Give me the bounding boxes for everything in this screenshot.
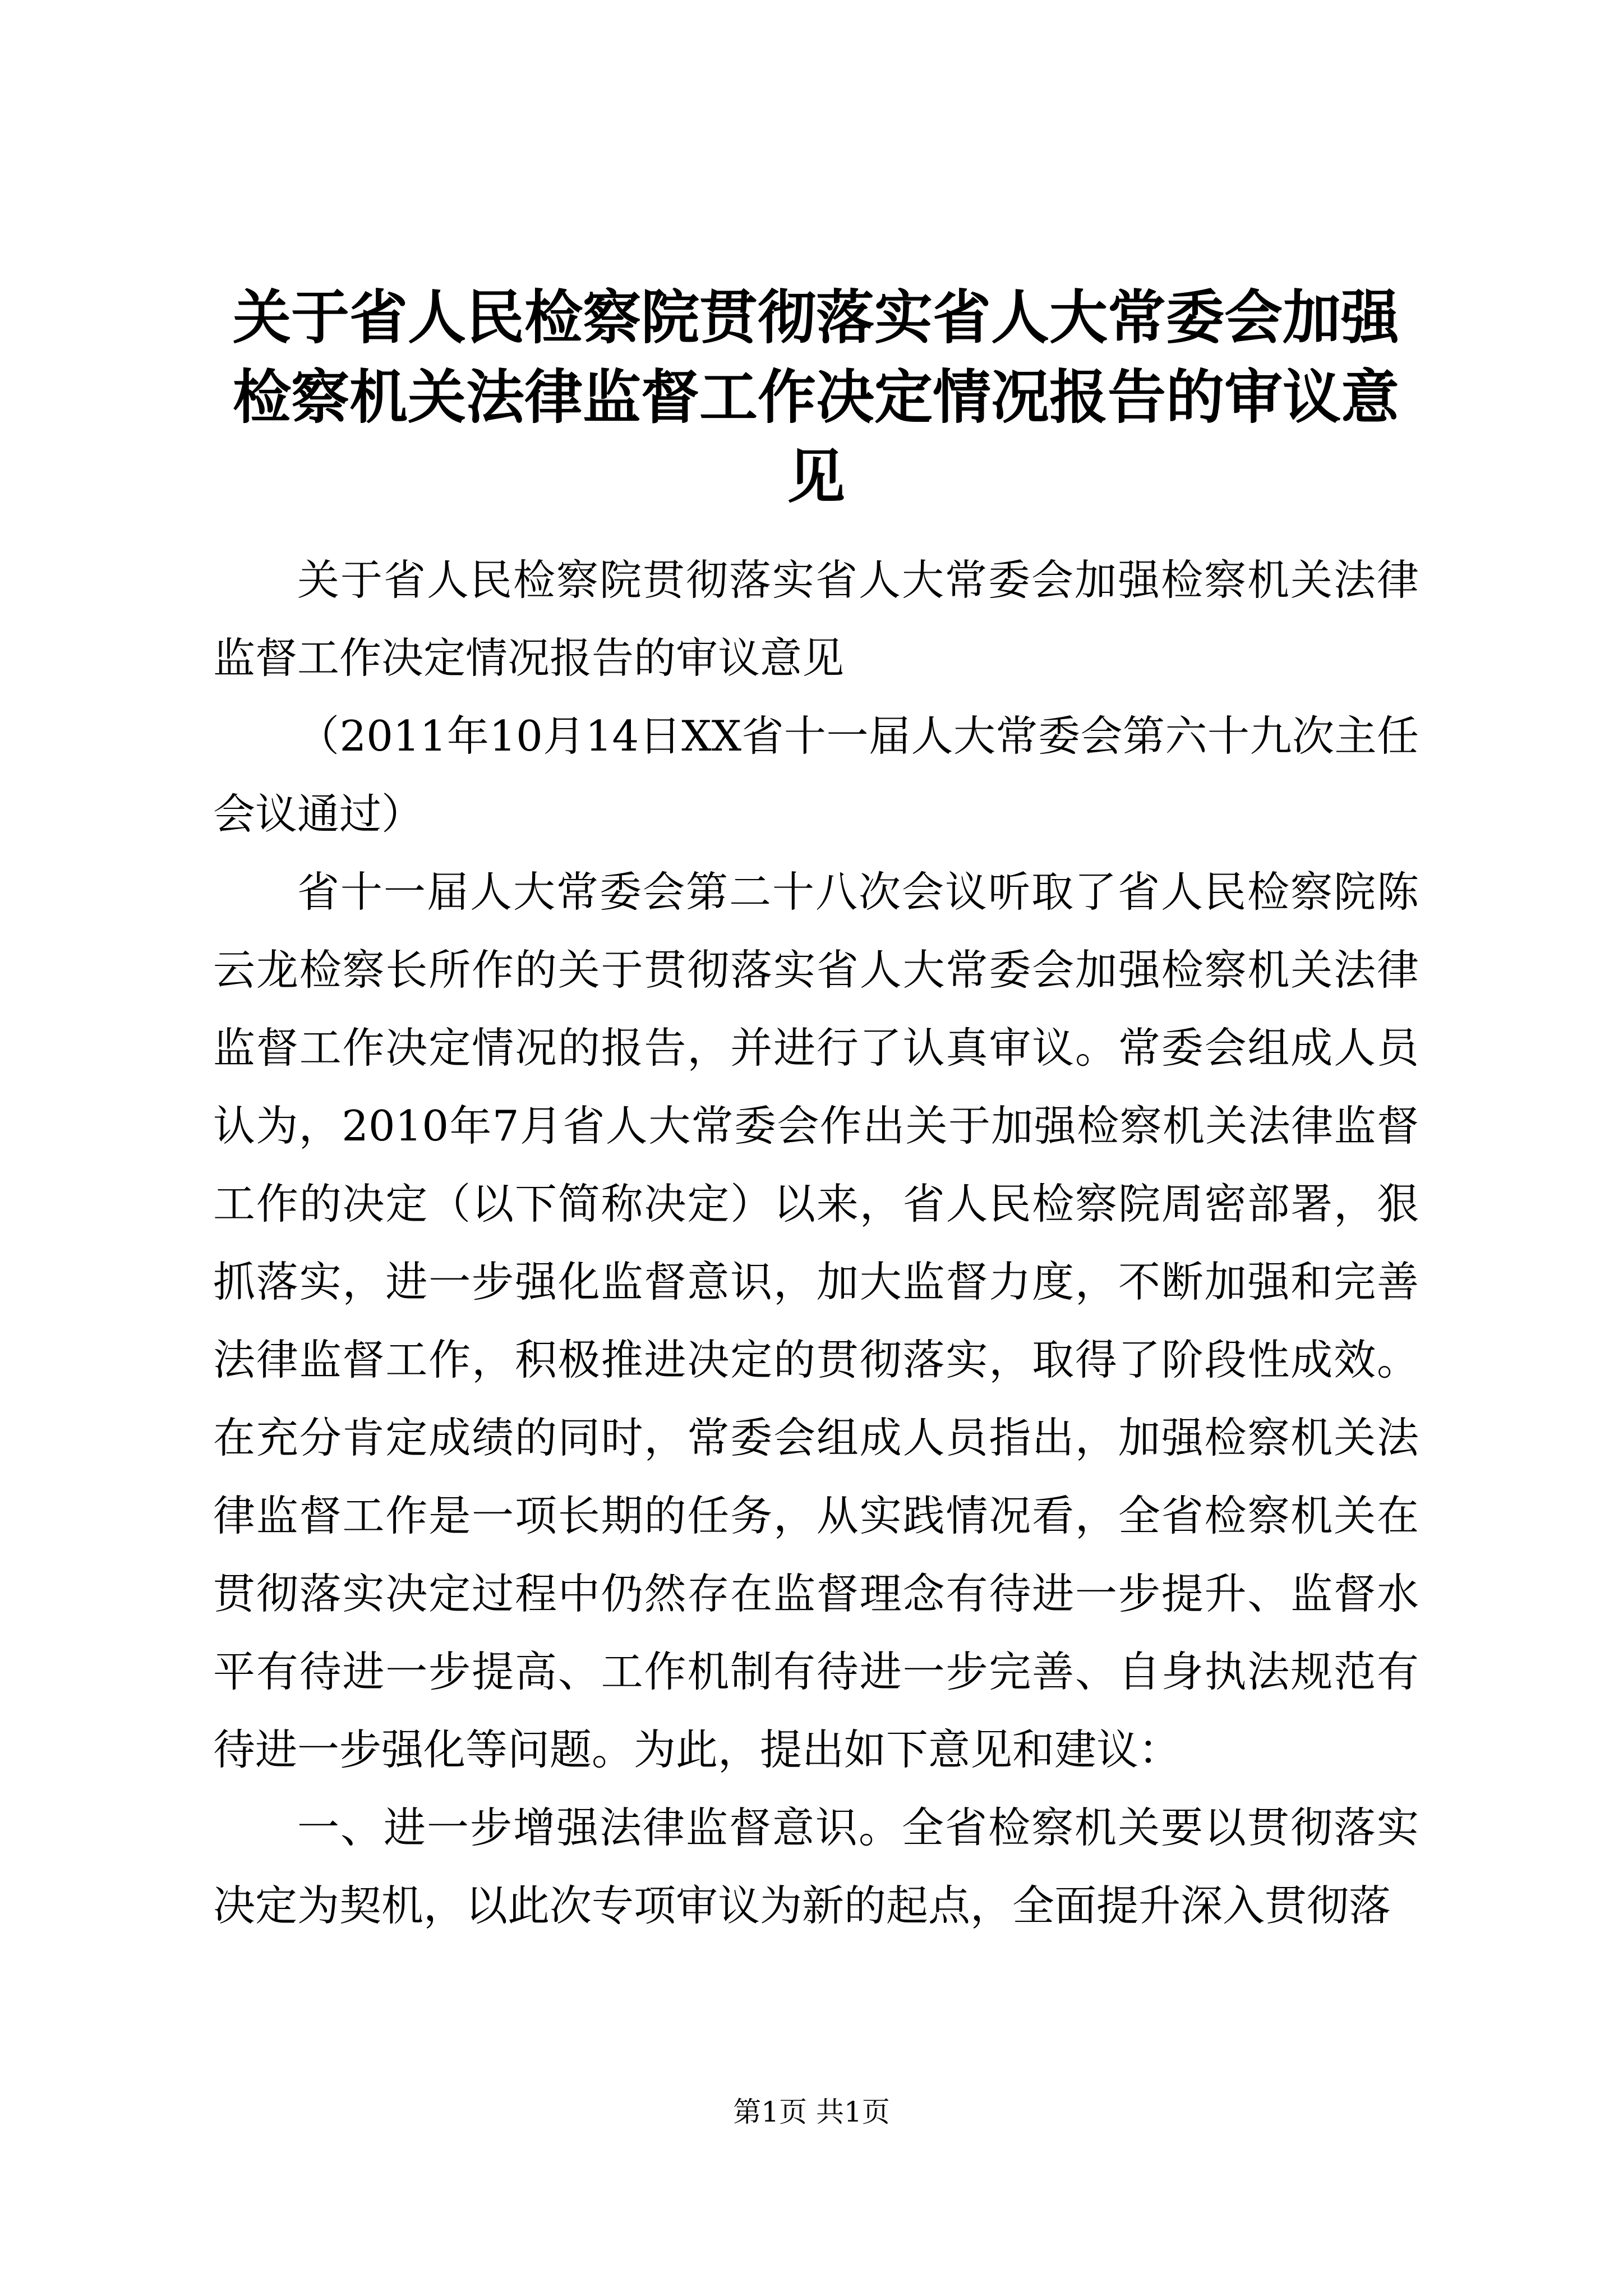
paragraph-date-note: （2011年10月14日XX省十一届人大常委会第六十九次主任会议通过）: [213, 711, 1419, 839]
paragraph-subtitle: 关于省人民检察院贯彻落实省人大常委会加强检察机关法律监督工作决定情况报告的审议意见: [213, 555, 1419, 683]
paragraph-main: 省十一届人大常委会第二十八次会议听取了省人民检察院陈云龙检察长所作的关于贯彻落实省人大常委会加强检察机关法律监督工作决定情况的报告，并进行了认真审议。常委会组成人员认为，2010年7月省人大常委会作出关于加强检察机关法律监督工作的决定（以下简称决定）以来，省人民检察院周密部署，狠抓落实，进一步强化监督意识，加大监督力度，不断加强和完善法律监督工作，积极推进决定的贯彻落实，取得了阶段性成效。在充分肯定成绩的同时，常委会组成人员指出，加强检察机关法律监督工作是一项长期的任务，从实践情况看，全省检察机关在贯彻落实决定过程中仍然存在监督理念有待进一步提升、监督水平有待进一步提高、工作机制有待进一步完善、自身执法规范有待进一步强化等问题。为此，提出如下意见和建议：: [213, 867, 1419, 1774]
paragraph-point-one: 一、进一步增强法律监督意识。全省检察机关要以贯彻落实决定为契机，以此次专项审议为新的起点，全面提升深入贯彻落: [213, 1803, 1419, 1930]
document-body: [213, 541, 1419, 1945]
document-title: 关于省人民检察院贯彻落实省人大常委会加强检察机关法律监督工作决定情况报告的审议意见: [232, 283, 1399, 511]
page-number: 第1页 共1页: [733, 2096, 890, 2128]
